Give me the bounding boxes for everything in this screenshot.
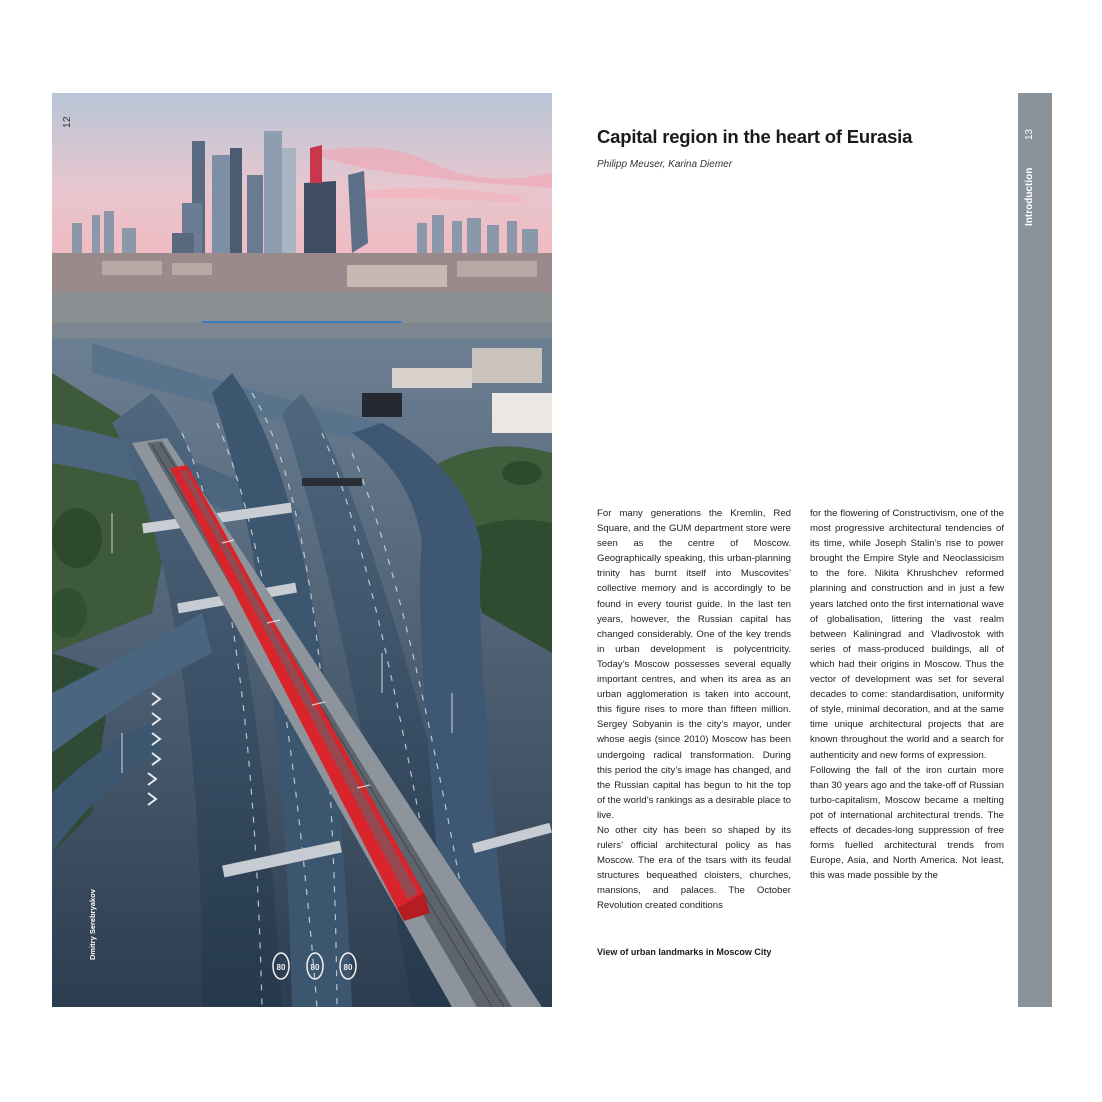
speed-marking-3: 80	[343, 963, 353, 972]
chapter-title: Capital region in the heart of Eurasia	[597, 126, 913, 147]
body-paragraph: No other city has been so shaped by its rulers’ official architectural policy as has Moscow. The era of the tsars with its feudal structures bequeathed cloisters, churches, mansions, and palaces. The October Revolution created conditions	[597, 824, 791, 912]
photo-credit: Dmitry Serebryakov	[88, 889, 97, 960]
section-side-tab	[1018, 93, 1052, 1007]
speed-marking-1: 80	[276, 963, 286, 972]
page-number-left: 12	[62, 115, 73, 128]
body-column-1	[597, 506, 791, 914]
body-paragraph: for the flowering of Constructivism, one of the most progressive architectural tendencies of its time, while Joseph Stalin’s rise to power brought the Empire Style and Neoclassicism to the fore. Nikita Khrushchev reformed planning and construction and in just a few years latched onto the first international wave of globalisation, littering the vast realm between Kaliningrad and Vladivostok with series of mass-produced buildings, all of which had their origins in Moscow. Thus the vector of development was set for several decades to come: standardisation, uniformity of style, minimal decoration, and at the same time unique architectural projects that are known throughout the world and a search for authenticity and new forms of expression.	[810, 508, 1004, 761]
section-tab-label: Introduction	[1024, 167, 1035, 226]
body-paragraph: Following the fall of the iron curtain more than 30 years ago and the take-off of Russian turbo-capitalism, Moscow became a melting pot of international architectural trends. The effects of decades-long suppression of free forms fuelled architectural trends from Europe, Asia, and North America. Not least, this was made possible by the	[810, 764, 1004, 882]
aerial-highway-illustration	[52, 93, 552, 1007]
body-paragraph: For many generations the Kremlin, Red Square, and the GUM department store were seen as the centre of Moscow. Geographically speaking, this urban-planning trinity has burnt itself into Muscovites’ collective memory and is accordingly to be found in every tourist guide. In the last ten years, however, the Russian capital has changed considerably. One of the key trends in urban development is polycentricity. Today’s Moscow possesses several equally important centres, and when its area as an urban agglomeration is taken into account, this figure rises to more than fifteen million. Sergey Sobyanin is the city’s mayor, under whose aegis (since 2010) Moscow has been undergoing radical transformation. During this period the city’s image has changed, and the Russian capital has begun to hit the top of the world’s rankings as a desirable place to live.	[597, 508, 791, 821]
photo-caption: View of urban landmarks in Moscow City	[597, 947, 772, 957]
body-column-2	[810, 506, 1004, 883]
moscow-city-photo	[52, 93, 552, 1007]
chapter-authors: Philipp Meuser, Karina Diemer	[597, 159, 733, 170]
speed-marking-2: 80	[310, 963, 320, 972]
page-number-right: 13	[1024, 128, 1035, 140]
